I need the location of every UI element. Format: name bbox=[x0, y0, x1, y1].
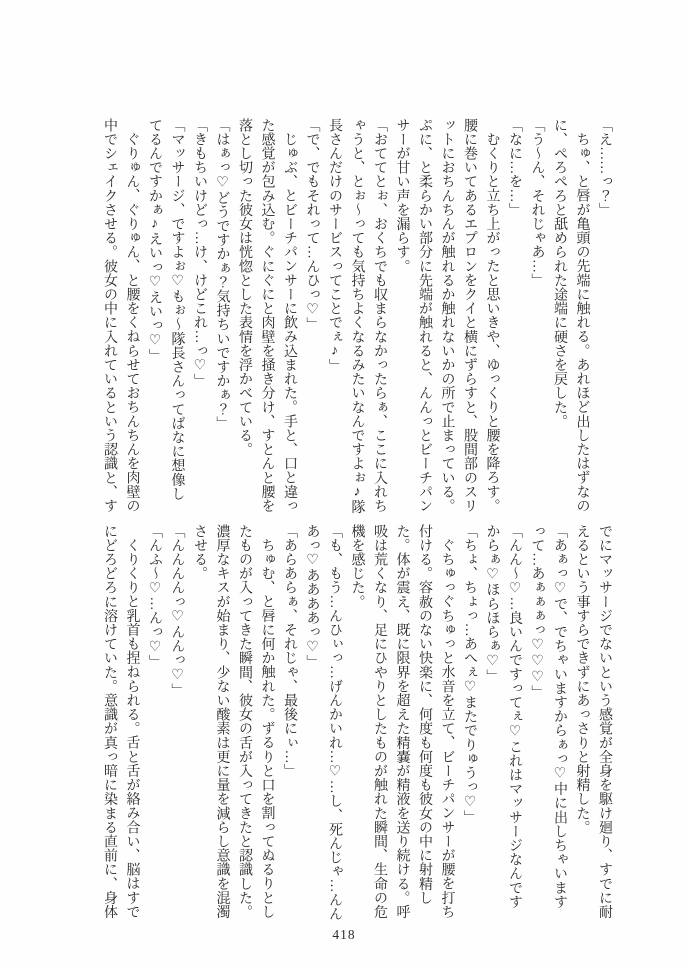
dialogue-line: 「んふ～♡…んっ♡」 bbox=[147, 524, 162, 669]
narrative-paragraph: むくりと立ち上がったと思いきや、ゆっくりと腰を降ろす。腰に巻いてあるエプロンをクイと横にずらすと、股間部のスリットにおちんちんが触れるか触れないかの所で止まっている。ぷに、と柔らかい部分に先端が触れると、んんっとビーチパンサーが甘い声を漏らす。 bbox=[394, 118, 500, 513]
dialogue-line: 「んん～♡…良いんですってぇ♡これはマッサージなんですからぁ♡ほらほらぁ♡」 bbox=[484, 524, 522, 909]
narrative-paragraph: ちゅむ、と唇に何か触れた。ずるりと口を割ってぬるりとしたものが入ってきた瞬間、彼女の舌が入ってきたと認識した。濃厚なキスが始まり、少ない酸素は更に量を減らし意識を混濁させる。 bbox=[192, 524, 275, 919]
page-number: 418 bbox=[332, 927, 356, 942]
dialogue-line: 「う～ん、それじゃあ…」 bbox=[529, 118, 545, 288]
dialogue-line: 「あぁっ♡で、でちゃいますからぁっ♡中に出しちゃいますって…あぁぁぁっ♡♡♡」 bbox=[529, 524, 567, 909]
dialogue-line: 「も、もう…んひぃっ…げんかいれ…♡…し、死んじゃ…んんあっ♡ああああっ♡」 bbox=[304, 524, 342, 921]
narrative-paragraph: じゅぶ、とビーチパンサーに飲み込まれた。手と、口と違った感覚が包み込む。ぐにぐにと肉壁を掻き分け、すとんと腰を落とし切った彼女は恍惚とした表情を浮かべている。 bbox=[237, 118, 297, 513]
narrative-paragraph: ぐりゅん、ぐりゅん、と腰をくねらせておちんちんを肉壁の中でシェイクさせる。彼女の中に入れているという認識と、す bbox=[102, 118, 140, 513]
dialogue-line: 「あらあらぁ、それじゃ、最後にぃ…」 bbox=[282, 524, 297, 778]
text-band-bottom bbox=[98, 524, 616, 922]
dialogue-line: 「んんんんっ♡んんっ♡」 bbox=[169, 524, 185, 698]
dialogue-line: 「はぁっ♡どうですかぁ？気持ちいですかぁ？」 bbox=[214, 118, 230, 431]
dialogue-line: 「マッサージ、ですよぉ♡もぉ～隊長さんってばなに想像してるんですかぁ♪えいっ♡えいっ♡」 bbox=[147, 118, 185, 501]
dialogue-line: 「え……っ？」 bbox=[597, 118, 612, 217]
narrative-paragraph: ちゅ、と唇が亀頭の先端に触れる。あれほど出したはずなのに、ぺろぺろと舐められた途端に硬さを戻した。 bbox=[552, 118, 590, 513]
dialogue-line: 「で、でもそれって…んひっ♡」 bbox=[304, 118, 320, 332]
dialogue-line: 「きもちいけどっ…け、けどこれ…っ♡」 bbox=[192, 118, 207, 388]
narrative-paragraph: くりくりと乳首も捏ねられる。舌と舌が絡み合い、脳はすでにどろどろに溶けていた。意識が真っ暗に染まる直前に、身体 bbox=[102, 524, 140, 919]
narrative-paragraph: ぐちゅっぐちゅっと水音を立て、ビーチパンサーが腰を打ち付ける。容赦のない快楽に、何度も何度も彼女の中に射精した。体が震え、既に限界を超えた精嚢が精液を送り続ける。呼吸は荒くなり、足にひやりとしたものが触れた瞬間、生命の危機を感じた。 bbox=[349, 524, 455, 919]
narrative-paragraph: でにマッサージでないという感覚が全身を駆け廻り、すでに耐えるという事すらできずにあっさりと射精した。 bbox=[574, 524, 612, 919]
dialogue-line: 「なに…を…」 bbox=[507, 118, 522, 217]
dialogue-line: 「ちょ、ちょっ…あへぇ♡またでりゅうっ♡」 bbox=[462, 524, 477, 825]
text-band-top bbox=[98, 118, 616, 514]
dialogue-line: 「おててとぉ、おくちでも収まらなかったらぁ、ここに入れちゃうと、とぉ～っても気持ちよくなるみたいなんですよぉ♪隊長さんだけのサービスってことでぇ♪」 bbox=[327, 118, 387, 514]
